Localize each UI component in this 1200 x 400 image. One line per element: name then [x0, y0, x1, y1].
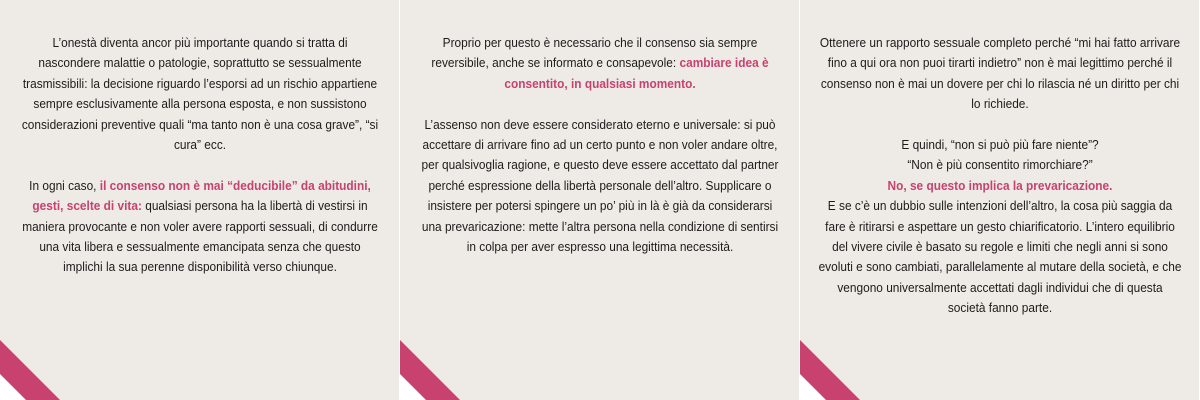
slide-text-3: [818, 33, 1182, 319]
body-text: “Non è più consentito rimorchiare?”: [907, 157, 1093, 173]
slide-panel-1: [0, 0, 399, 400]
corner-triangle-decoration: [800, 340, 860, 400]
body-text: L’onestà diventa ancor più importante quando si tratta di nascondere malattie o patologie, soprattutto se sessualmente trasmissibili: la decisione riguardo l’esporsi ad un rischio appartiene sempre esclusivamente alla persona esposta, e non sussistono considerazioni preventive quali “ma tanto non è una cosa grave”, “si cura” ecc.: [21, 35, 379, 153]
body-text: Proprio per questo è necessario che il consenso sia sempre reversibile, anche se informato e consapevole:: [431, 35, 758, 71]
body-text: In ogni caso,: [29, 177, 100, 193]
body-text: E se c’è un dubbio sulle intenzioni dell’altro, la cosa più saggia da fare è ritirarsi e aspettare un gesto chiarificatorio. L’intero equilibrio del vivere civile è basato su regole e limiti che negli anni si sono evoluti e sono cambiati, parallelamente al mutare della società, e che vengono universalmente accettati dagli individui che di questa società fanno parte.: [818, 198, 1182, 316]
paragraph: [20, 33, 380, 155]
body-text: L’assenso non deve essere considerato eterno e universale: si può accettare di arrivare fino ad un certo punto e non voler andare oltre, per qualsivoglia ragione, e questo deve essere accettato dal partner perché espressione della libertà personale dell’altro. Supplicare o insistere per potersi spingere un po’ più in là è già da considerarsi una prevaricazione: mette l’altra persona nella condizione di sentirsi in colpa per aver espresso una legittima necessità.: [421, 116, 779, 255]
body-text: E quindi, “non si può più fare niente”?: [901, 137, 1099, 153]
paragraph: [418, 33, 782, 94]
body-text: qualsiasi persona ha la libertà di vestirsi in maniera provocante e non voler avere rapporti sessuali, di condurre una vita libera e sessualmente emancipata senza che questo implichi la sua perenne disponibilità verso chiunque.: [22, 198, 378, 275]
paragraph: [818, 33, 1182, 115]
slide-text-1: [20, 33, 380, 278]
corner-triangle-decoration: [400, 340, 460, 400]
slide-text-2: [418, 33, 782, 257]
highlighted-text: cambiare idea è consentito, in qualsiasi momento.: [504, 55, 769, 91]
paragraph: [818, 135, 1182, 319]
highlighted-text: il consenso non è mai “deducibile” da abitudini, gesti, scelte di vita:: [32, 177, 371, 214]
slide-panel-2: [400, 0, 799, 400]
body-text: Ottenere un rapporto sessuale completo perché “mi hai fatto arrivare fino a qui ora non puoi tirarti indietro” non è mai legittimo perché il consenso non è mai un dovere per chi lo rilascia né un diritto per chi lo richiede.: [819, 35, 1181, 112]
slide-panel-3: [800, 0, 1199, 400]
highlighted-text: No, se questo implica la prevaricazione.: [887, 177, 1113, 193]
paragraph: [20, 176, 380, 278]
corner-triangle-decoration: [0, 340, 60, 400]
paragraph: [418, 115, 782, 258]
